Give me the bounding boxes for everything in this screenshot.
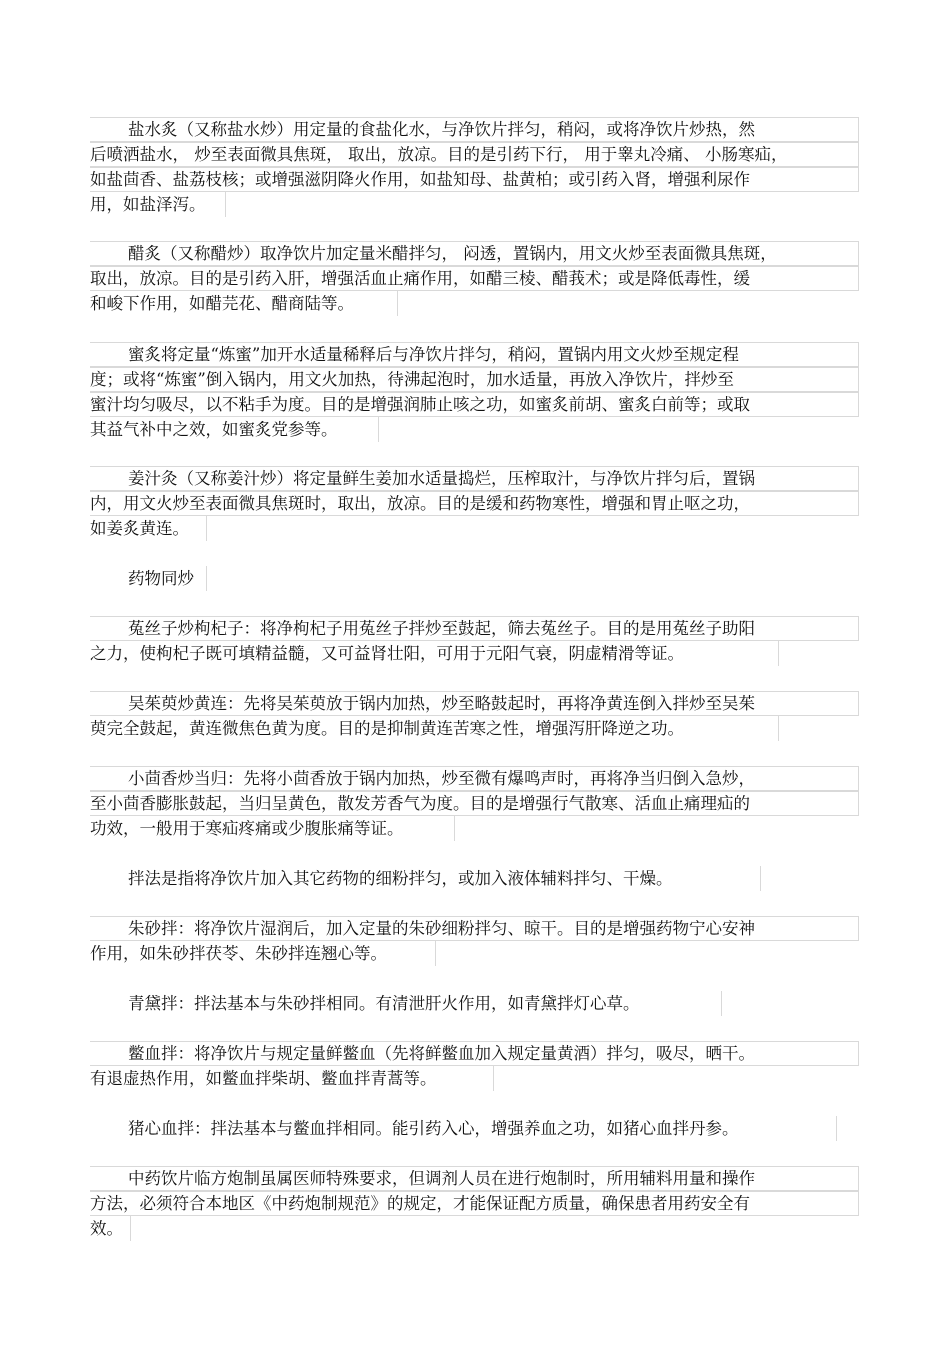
- text-line: 吴茱萸炒黄连：先将吴茱萸放于锅内加热，炒至略鼓起时，再将净黄连倒入拌炒至吴茱: [90, 691, 755, 716]
- text-line: 如姜炙黄连。: [90, 516, 755, 541]
- text-line: 作用，如朱砂拌茯苓、朱砂拌连翘心等。: [90, 941, 755, 966]
- paragraph-mixing-method: [90, 866, 673, 891]
- text-line: 朱砂拌：将净饮片湿润后，加入定量的朱砂细粉拌匀、晾干。目的是增强药物宁心安神: [90, 916, 755, 941]
- text-line: 中药饮片临方炮制虽属医师特殊要求，但调剂人员在进行炮制时，所用辅料用量和操作: [90, 1166, 755, 1191]
- text-line: 萸完全鼓起，黄连微焦色黄为度。目的是抑制黄连苦寒之性，增强泻肝降逆之功。: [90, 716, 755, 741]
- paragraph-pig-heart-blood-mixing: [90, 1116, 739, 1141]
- text-line: 至小茴香膨胀鼓起，当归呈黄色，散发芳香气为度。目的是增强行气散寒、活血止痛理疝的: [90, 791, 755, 816]
- paragraph-heading-co-roasting: [90, 566, 194, 591]
- text-line: 姜汁灸（又称姜汁炒）将定量鲜生姜加水适量捣烂，压榨取汁，与净饮片拌匀后，置锅: [90, 466, 755, 491]
- text-line: 拌法是指将净饮片加入其它药物的细粉拌匀，或加入液体辅料拌匀、干燥。: [90, 866, 673, 891]
- text-line: 小茴香炒当归：先将小茴香放于锅内加热，炒至微有爆鸣声时，再将净当归倒入急炒，: [90, 766, 755, 791]
- paragraph-indigo-mixing: [90, 991, 640, 1016]
- text-line: 用，如盐泽泻。: [90, 192, 787, 217]
- paragraph-processing-norms: [90, 1166, 755, 1241]
- paragraph-dodder-wolfberry: [90, 616, 755, 666]
- text-line: 如盐茴香、盐荔枝核；或增强滋阴降火作用，如盐知母、盐黄柏；或引药入肾，增强利尿作: [90, 167, 787, 192]
- text-line: 盐水炙（又称盐水炒）用定量的食盐化水，与净饮片拌匀，稍闷，或将净饮片炒热，然: [90, 117, 787, 142]
- paragraph-salt-roasting: [90, 117, 787, 217]
- text-line: 菟丝子炒枸杞子：将净枸杞子用菟丝子拌炒至鼓起，筛去菟丝子。目的是用菟丝子助阳: [90, 616, 755, 641]
- text-line: 蜜炙将定量“炼蜜”加开水适量稀释后与净饮片拌匀，稍闷，置锅内用文火炒至规定程: [90, 342, 750, 367]
- text-line: 醋炙（又称醋炒）取净饮片加定量米醋拌匀， 闷透，置锅内，用文火炒至表面微具焦斑，: [90, 241, 777, 266]
- text-line: 和峻下作用，如醋芫花、醋商陆等。: [90, 291, 777, 316]
- text-line: 有退虚热作用，如鳖血拌柴胡、鳖血拌青蒿等。: [90, 1066, 755, 1091]
- text-line: 药物同炒: [90, 566, 194, 591]
- text-line: 其益气补中之效，如蜜炙党参等。: [90, 417, 750, 442]
- text-line: 之力，使枸杞子既可填精益髓，又可益肾壮阳，可用于元阳气衰，阴虚精滑等证。: [90, 641, 755, 666]
- text-line: 效。: [90, 1216, 755, 1241]
- text-line: 取出，放凉。目的是引药入肝，增强活血止痛作用，如醋三棱、醋莪术；或是降低毒性，缓: [90, 266, 777, 291]
- text-line: 功效，一般用于寒疝疼痛或少腹胀痛等证。: [90, 816, 755, 841]
- text-line: 后喷洒盐水， 炒至表面微具焦斑， 取出，放凉。目的是引药下行， 用于睾丸冷痛、 小肠寒疝，: [90, 142, 787, 167]
- paragraph-evodia-coptis: [90, 691, 755, 741]
- text-line: 猪心血拌：拌法基本与鳖血拌相同。能引药入心，增强养血之功，如猪心血拌丹参。: [90, 1116, 739, 1141]
- paragraph-cinnabar-mixing: [90, 916, 755, 966]
- paragraph-vinegar-roasting: [90, 241, 777, 316]
- text-line: 鳖血拌：将净饮片与规定量鲜鳖血（先将鲜鳖血加入规定量黄酒）拌匀，吸尽，晒干。: [90, 1041, 755, 1066]
- paragraph-honey-roasting: [90, 342, 750, 442]
- text-line: 青黛拌：拌法基本与朱砂拌相同。有清泄肝火作用，如青黛拌灯心草。: [90, 991, 640, 1016]
- paragraph-ginger-roasting: [90, 466, 755, 541]
- text-line: 方法，必须符合本地区《中药炮制规范》的规定，才能保证配方质量，确保患者用药安全有: [90, 1191, 755, 1216]
- text-line: 蜜汁均匀吸尽，以不粘手为度。目的是增强润肺止咳之功，如蜜炙前胡、蜜炙白前等；或取: [90, 392, 750, 417]
- paragraph-fennel-angelica: [90, 766, 755, 841]
- paragraph-turtle-blood-mixing: [90, 1041, 755, 1091]
- text-line: 度；或将“炼蜜”倒入锅内，用文火加热，待沸起泡时，加水适量，再放入净饮片，拌炒至: [90, 367, 750, 392]
- text-line: 内，用文火炒至表面微具焦斑时，取出，放凉。目的是缓和药物寒性，增强和胃止呕之功，: [90, 491, 755, 516]
